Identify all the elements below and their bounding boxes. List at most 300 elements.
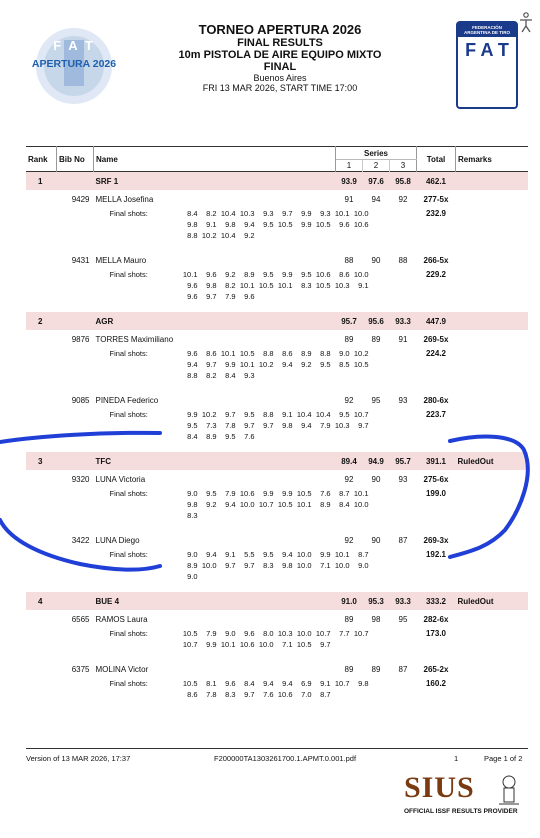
shot-value: 10.3 [334,281,350,290]
shot-value: 9.5 [339,410,350,419]
final-shots-total: 160.2 [425,679,447,688]
athlete-series-s2: 89 [371,334,381,344]
shot-value: 8.3 [263,561,274,570]
shot-value: 9.2 [206,500,217,509]
shot-value: 9.6 [244,629,255,638]
athlete-remarks [456,190,529,208]
final-shots-wrap [96,348,415,381]
shot-value: 9.9 [187,410,198,419]
shot-value: 9.8 [225,220,236,229]
footer-page-number: 1 [454,754,459,763]
final-shots-row [26,269,528,312]
athlete-series-s3: 91 [398,334,408,344]
sius-logo-text: SIUS [404,771,475,804]
team-bib [57,592,94,610]
athlete-remarks [456,391,529,409]
shot-value: 8.3 [301,281,312,290]
shot-value: 8.6 [206,349,217,358]
shot-value: 9.7 [263,421,274,430]
athlete-row [26,470,528,488]
shot-value: 9.7 [244,421,255,430]
athlete-row [26,330,528,348]
shot-value: 9.9 [225,360,236,369]
shot-value: 9.6 [206,270,217,279]
shot-value: 8.9 [301,349,312,358]
final-shots-total: 192.1 [425,550,447,559]
shot-value: 9.4 [244,220,255,229]
athlete-series-s3: 88 [398,255,408,265]
final-shots-total: 224.2 [425,349,447,358]
team-rank: 1 [26,172,57,191]
shot-value: 10.0 [239,500,255,509]
shot-value: 9.0 [187,550,198,559]
sius-logo [404,772,524,826]
team-total: 391.1 [417,452,456,470]
shots-spacer [57,678,94,710]
athlete-name: MELLA Josefina [95,194,154,204]
final-shots-wrap [96,269,415,302]
team-row [26,312,528,330]
athlete-rank [26,470,57,488]
final-shots-label: Final shots: [109,349,148,358]
final-shots-cell [94,269,417,312]
athlete-total: 282-6x [423,614,449,624]
footer-file: F200000TA1303261700.1.APMT.0.001.pdf [214,754,357,763]
athlete-series-s2: 90 [371,255,381,265]
shots-spacer [57,488,94,531]
final-shots-label: Final shots: [109,270,148,279]
shot-value: 9.9 [282,489,293,498]
shot-value: 7.1 [282,640,293,649]
final-shots-grid [182,549,372,582]
final-shots-wrap [96,208,415,241]
shot-value: 9.8 [282,561,293,570]
athlete-total: 265-2x [423,664,449,674]
apertura-logo-text: APERTURA 2026 [31,58,117,70]
athlete-row [26,610,528,628]
athlete-rank [26,391,57,409]
team-series-s2: 95.3 [363,592,390,610]
shot-value: 8.4 [244,679,255,688]
final-shots-total: 199.0 [425,489,447,498]
final-shots-wrap [96,488,415,521]
final-shots-label: Final shots: [109,679,148,688]
shot-value: 7.6 [320,489,331,498]
shot-value: 10.0 [296,561,312,570]
athlete-remarks [456,470,529,488]
team-series-s3: 95.8 [390,172,417,191]
shot-value: 9.1 [206,220,217,229]
final-shots-grid [182,628,372,650]
shots-spacer [57,409,94,452]
shot-value: 7.6 [244,432,255,441]
col-series-3: 3 [390,160,417,172]
shot-value: 9.8 [206,281,217,290]
shot-value: 9.1 [358,281,369,290]
col-name: Name [94,147,336,172]
shots-spacer [456,409,529,452]
shot-value: 10.0 [353,209,369,218]
apertura-logo [31,26,117,106]
shot-value: 10.1 [239,281,255,290]
shot-value: 9.5 [263,270,274,279]
team-row [26,172,528,191]
final-shots-wrap [96,409,415,442]
shot-value: 7.0 [301,690,312,699]
apertura-logo-letters: F A T [53,38,95,53]
athlete-name: MOLINA Victor [95,664,149,674]
shot-value: 10.5 [277,500,293,509]
final-shots-row [26,628,528,660]
shot-value: 9.5 [225,432,236,441]
athlete-rank [26,660,57,678]
shot-value: 7.3 [206,421,217,430]
shot-value: 10.5 [182,629,198,638]
shots-spacer [456,269,529,312]
final-shots-label: Final shots: [109,629,148,638]
shot-value: 9.0 [225,629,236,638]
city: Buenos Aires [253,73,307,83]
final-shots-wrap [96,678,415,700]
athlete-name: LUNA Victoria [95,474,146,484]
final-shots-cell [94,628,417,660]
page-subtitle: FINAL RESULTS [237,37,323,49]
team-total: 462.1 [417,172,456,191]
athlete-remarks [456,610,529,628]
team-rank: 2 [26,312,57,330]
page-title: TORNEO APERTURA 2026 [198,22,362,37]
athlete-rank [26,190,57,208]
shot-value: 10.6 [277,690,293,699]
athlete-bib: 9429 [71,194,90,204]
shot-value: 10.6 [239,489,255,498]
shot-value: 7.8 [225,421,236,430]
shot-value: 9.4 [301,421,312,430]
fat-logo [456,21,518,109]
shot-value: 9.5 [206,489,217,498]
shot-value: 10.5 [277,220,293,229]
final-shots-row [26,678,528,710]
shot-value: 9.6 [244,292,255,301]
shots-spacer [26,269,57,312]
team-name: BUE 4 [94,592,336,610]
shot-value: 10.0 [296,550,312,559]
final-shots-wrap [96,549,415,582]
shot-value: 9.7 [206,292,217,301]
shot-value: 7.9 [206,629,217,638]
athlete-bib: 6565 [71,614,90,624]
team-remarks: RuledOut [456,452,529,470]
athlete-name: MELLA Mauro [95,255,147,265]
shot-value: 10.1 [220,640,236,649]
athlete-name: LUNA Diego [95,535,140,545]
shot-value: 10.2 [201,231,217,240]
shot-value: 9.0 [187,489,198,498]
shot-value: 10.5 [353,360,369,369]
col-remarks: Remarks [458,154,492,164]
shot-value: 10.7 [334,679,350,688]
shot-value: 7.9 [225,489,236,498]
final-shots-total: 223.7 [425,410,447,419]
shot-value: 9.0 [339,349,350,358]
shot-value: 9.6 [225,679,236,688]
team-series-s2: 95.6 [363,312,390,330]
athlete-bib: 6375 [71,664,90,674]
shot-value: 7.6 [263,690,274,699]
shot-value: 8.2 [225,281,236,290]
shot-value: 9.6 [339,220,350,229]
shot-value: 9.0 [187,572,198,581]
shot-value: 9.8 [187,220,198,229]
shots-spacer [26,628,57,660]
shot-value: 9.9 [301,220,312,229]
shot-value: 10.7 [353,629,369,638]
final-shots-label: Final shots: [109,489,148,498]
shot-value: 10.1 [353,489,369,498]
athlete-total: 266-5x [423,255,449,265]
shot-value: 9.5 [263,550,274,559]
final-shots-grid [182,269,372,302]
shot-value: 9.2 [244,231,255,240]
shot-value: 10.5 [315,281,331,290]
team-series-s3: 95.7 [390,452,417,470]
team-row [26,452,528,470]
shot-value: 10.7 [182,640,198,649]
athlete-series-s1: 92 [344,474,354,484]
shot-value: 8.3 [187,511,198,520]
shot-value: 9.7 [358,421,369,430]
accessibility-icon-graphic [518,12,534,34]
final-shots-label: Final shots: [109,410,148,419]
team-total: 447.9 [417,312,456,330]
athlete-series-s1: 92 [344,395,354,405]
athlete-series-s1: 88 [344,255,354,265]
shot-value: 8.9 [244,270,255,279]
final-shots-total: 232.9 [425,209,447,218]
team-series-s2: 97.6 [363,172,390,191]
shot-value: 10.2 [353,349,369,358]
shot-value: 10.0 [334,561,350,570]
datetime: FRI 13 MAR 2026, START TIME 17:00 [202,83,358,93]
shot-value: 9.0 [358,561,369,570]
shots-spacer [456,678,529,710]
shot-value: 9.7 [244,690,255,699]
shot-value: 10.7 [258,500,274,509]
final-shots-total: 173.0 [425,629,447,638]
athlete-total: 269-3x [423,535,449,545]
final-shots-row [26,488,528,531]
shot-value: 9.4 [187,360,198,369]
athlete-bib: 9320 [71,474,90,484]
team-series-s3: 93.3 [390,592,417,610]
team-row [26,592,528,610]
shot-value: 9.2 [225,270,236,279]
athlete-remarks [456,330,529,348]
final-shots-grid [182,208,372,241]
shot-value: 9.4 [263,679,274,688]
athlete-rank [26,251,57,269]
shot-value: 8.8 [187,371,198,380]
team-series-s1: 93.9 [336,172,363,191]
athlete-series-s3: 87 [398,535,408,545]
shot-value: 10.0 [258,640,274,649]
shot-value: 9.9 [206,640,217,649]
team-remarks: RuledOut [456,592,529,610]
shots-spacer [456,348,529,391]
athlete-remarks [456,531,529,549]
final-shots-label: Final shots: [109,550,148,559]
athlete-total: 277-5x [423,194,449,204]
shots-spacer [456,549,529,592]
shot-value: 8.7 [320,690,331,699]
shot-value: 8.2 [206,371,217,380]
col-bib: Bib No [57,147,94,172]
shot-value: 8.4 [225,371,236,380]
final-shots-grid [182,488,372,521]
shot-value: 8.7 [339,489,350,498]
final-shots-row [26,409,528,452]
athlete-series-s3: 87 [398,664,408,674]
shot-value: 10.1 [239,360,255,369]
team-series-s1: 91.0 [336,592,363,610]
athlete-row [26,660,528,678]
athlete-series-s2: 89 [371,664,381,674]
sius-mascot-icon [496,774,522,808]
shot-value: 8.1 [206,679,217,688]
shot-value: 9.6 [187,292,198,301]
shot-value: 9.4 [225,500,236,509]
athlete-remarks [456,251,529,269]
shot-value: 9.4 [282,360,293,369]
shot-value: 9.7 [320,640,331,649]
athlete-bib: 9085 [71,395,90,405]
shot-value: 9.6 [187,281,198,290]
shot-value: 10.1 [296,500,312,509]
shots-spacer [26,549,57,592]
athlete-series-s1: 89 [344,614,354,624]
shot-value: 10.1 [277,281,293,290]
athlete-name: TORRES Maximiliano [95,334,174,344]
phase-name: FINAL [263,61,297,73]
team-bib [57,172,94,191]
shot-value: 10.7 [353,410,369,419]
team-bib [57,312,94,330]
shot-value: 10.0 [353,270,369,279]
shot-value: 10.5 [296,640,312,649]
col-rank: Rank [26,147,57,172]
team-total: 333.2 [417,592,456,610]
shot-value: 9.1 [225,550,236,559]
athlete-total: 280-6x [423,395,449,405]
shot-value: 7.7 [339,629,350,638]
shot-value: 9.6 [187,349,198,358]
athlete-series-s3: 93 [398,395,408,405]
athlete-bib: 9876 [71,334,90,344]
athlete-rank [26,610,57,628]
shot-value: 7.1 [320,561,331,570]
athlete-total: 269-5x [423,334,449,344]
footer-page-of: Page 1 of 2 [484,754,523,763]
final-shots-row [26,208,528,251]
shot-value: 7.9 [225,292,236,301]
final-shots-cell [94,409,417,452]
final-shots-wrap [96,628,415,650]
team-series-s2: 94.9 [363,452,390,470]
shot-value: 10.1 [334,550,350,559]
shots-spacer [26,678,57,710]
team-bib [57,452,94,470]
final-shots-cell [94,488,417,531]
accessibility-icon[interactable] [518,12,534,34]
athlete-series-s1: 89 [344,664,354,674]
sius-provider: OFFICIAL ISSF RESULTS PROVIDER [404,808,518,815]
shot-value: 10.3 [277,629,293,638]
shot-value: 10.5 [182,679,198,688]
shot-value: 8.6 [187,690,198,699]
shot-value: 10.3 [334,421,350,430]
shot-value: 10.4 [220,231,236,240]
shot-value: 10.6 [239,640,255,649]
shots-spacer [26,488,57,531]
shot-value: 9.9 [263,489,274,498]
shot-value: 8.7 [358,550,369,559]
shot-value: 8.8 [187,231,198,240]
shot-value: 10.2 [258,360,274,369]
shots-spacer [26,409,57,452]
final-shots-cell [94,208,417,251]
athlete-bib: 3422 [71,535,90,545]
shot-value: 10.6 [353,220,369,229]
athlete-series-s1: 91 [344,194,354,204]
shot-value: 8.0 [263,629,274,638]
shot-value: 9.4 [206,550,217,559]
shot-value: 9.8 [282,421,293,430]
team-name: AGR [94,312,336,330]
shot-value: 9.3 [244,371,255,380]
shot-value: 9.1 [320,679,331,688]
shot-value: 9.3 [320,209,331,218]
shot-value: 10.0 [296,629,312,638]
shot-value: 8.2 [206,209,217,218]
shot-value: 6.9 [301,679,312,688]
shots-spacer [57,348,94,391]
athlete-row [26,391,528,409]
shot-value: 5.5 [244,550,255,559]
shot-value: 10.3 [239,209,255,218]
final-shots-row [26,549,528,592]
athlete-series-s2: 90 [371,474,381,484]
shot-value: 9.9 [301,209,312,218]
shot-value: 8.8 [263,410,274,419]
fat-logo-letters: F A T [465,40,509,60]
shot-value: 10.1 [220,349,236,358]
final-shots-grid [182,409,372,442]
shot-value: 10.5 [296,489,312,498]
shot-value: 9.7 [225,561,236,570]
team-rank: 3 [26,452,57,470]
final-shots-cell [94,549,417,592]
shot-value: 9.7 [225,410,236,419]
shot-value: 10.4 [315,410,331,419]
shot-value: 8.9 [206,432,217,441]
shot-value: 9.9 [282,270,293,279]
shot-value: 10.5 [258,281,274,290]
athlete-rank [26,531,57,549]
shot-value: 8.9 [320,500,331,509]
shot-value: 10.6 [315,270,331,279]
shot-value: 7.8 [206,690,217,699]
col-series-1: 1 [336,160,363,172]
